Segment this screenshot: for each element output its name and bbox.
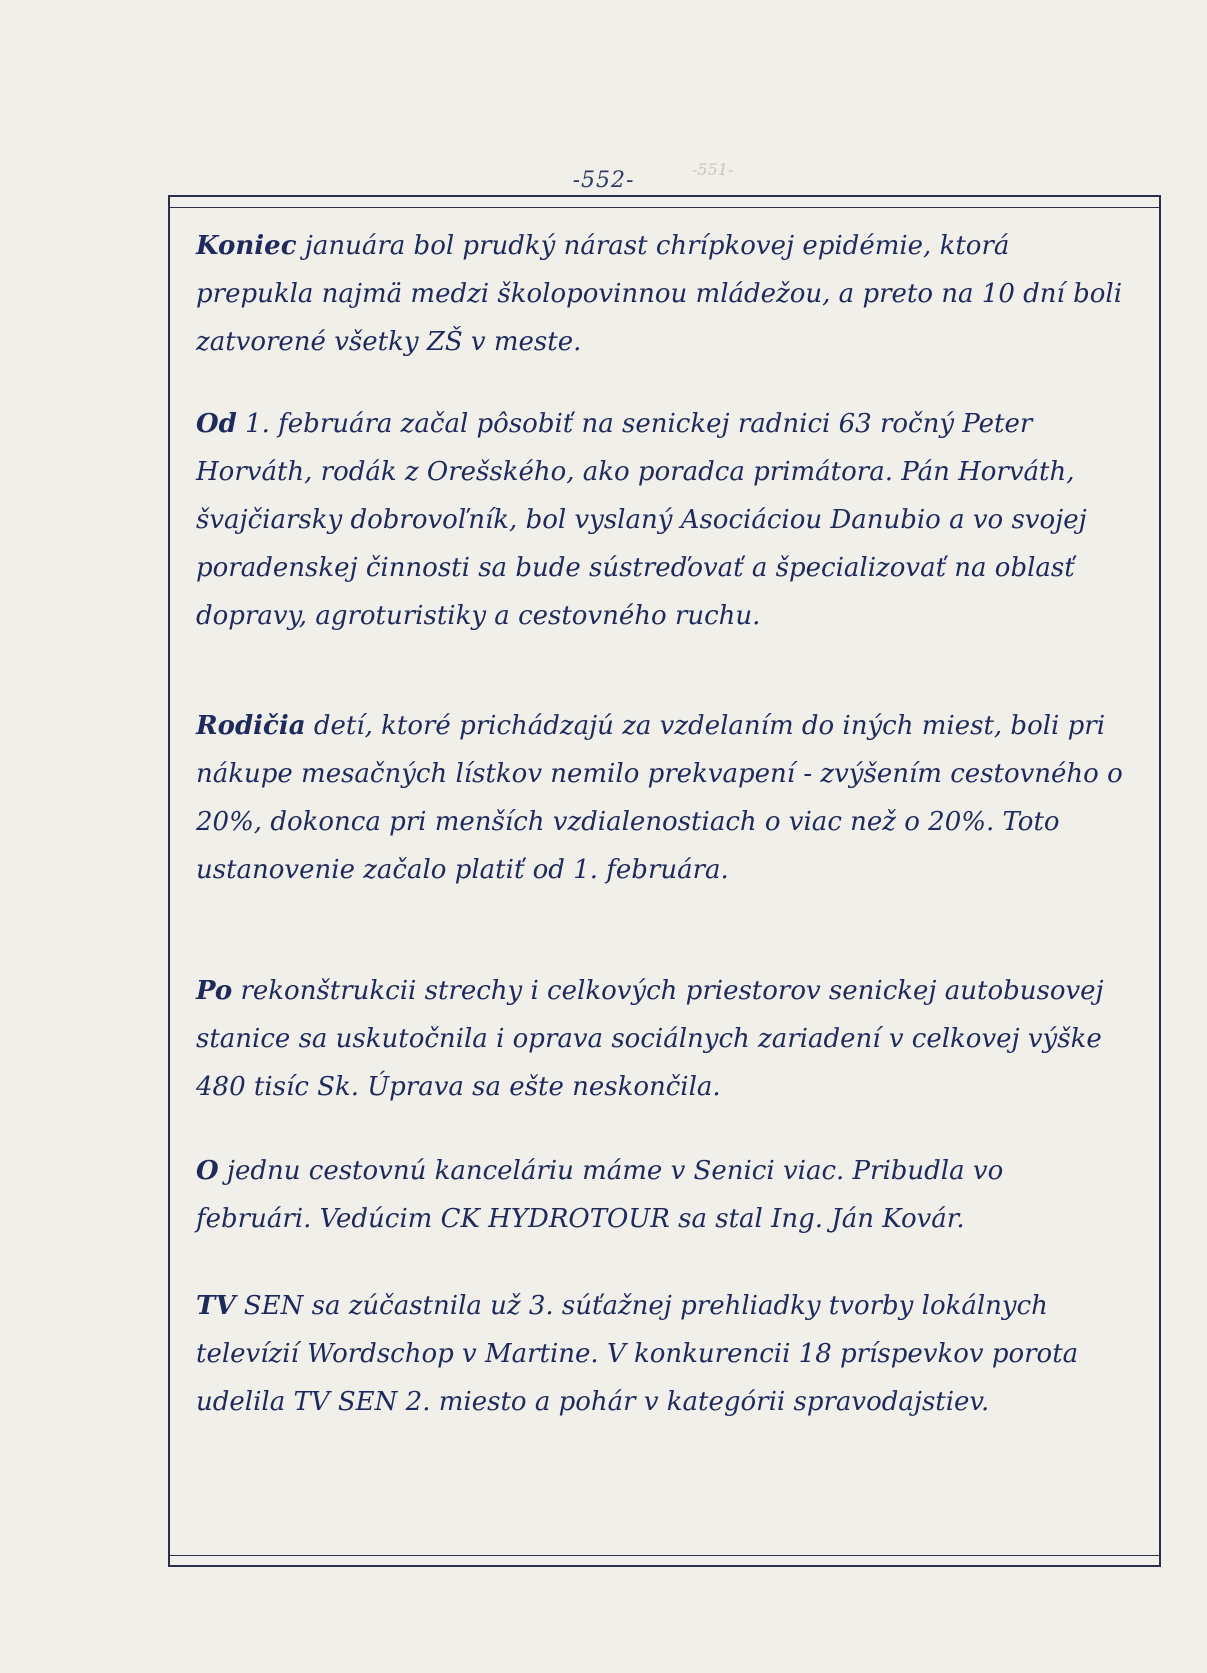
frame-bottom-rule: [170, 1555, 1159, 1556]
paragraph-lead: TV: [196, 1291, 236, 1321]
paragraph-lead: Od: [196, 409, 237, 439]
paragraph-body: 1. februára začal pôsobiť na senickej radnici 63 ročný Peter Horváth, rodák z Orešského, ako poradca primátora. Pán Horváth, švajčiarsky dobrovoľník, bol vyslaný Asociáciou Danubio a vo svojej poradenskej činnosti sa bude sústreďovať a špecializovať na oblasť dopravy, agroturistiky a cestovného ruchu.: [196, 409, 1087, 631]
paragraph-bus-station: [196, 967, 1126, 1111]
paragraph-lead: Rodičia: [196, 711, 306, 741]
frame-top-rule: [170, 207, 1159, 208]
paragraph-tv-sen: [196, 1282, 1126, 1426]
paragraph-body: detí, ktoré prichádzajú za vzdelaním do iných miest, boli pri nákupe mesačných lístkov nemilo prekvapení - zvýšením cestovného o 20%, dokonca pri menších vzdialenostiach o viac než o 20%. Toto ustanovenie začalo platiť od 1. februára.: [196, 711, 1123, 885]
paragraph-body: jednu cestovnú kanceláriu máme v Senici viac. Pribudla vo februári. Vedúcim CK HYDROTOUR sa stal Ing. Ján Kovár.: [196, 1156, 1004, 1234]
bleed-through-page-number: -551-: [692, 160, 734, 179]
paragraph-lead: O: [196, 1156, 219, 1186]
paragraph-lead: Koniec: [196, 231, 297, 261]
paragraph-body: januára bol prudký nárast chrípkovej epidémie, ktorá prepukla najmä medzi školopovinnou mládežou, a preto na 10 dní boli zatvorené všetky ZŠ v meste.: [196, 231, 1123, 357]
paragraph-mayor-advisor: [196, 400, 1126, 640]
paragraph-body: SEN sa zúčastnila už 3. súťažnej prehliadky tvorby lokálnych televízií Wordschop v Martine. V konkurencii 18 príspevkov porota udelila TV SEN 2. miesto a pohár v kategórii spravodajstiev.: [196, 1291, 1079, 1417]
paragraph-fare-increase: [196, 702, 1126, 894]
paragraph-travel-agency: [196, 1147, 1126, 1243]
page-number: -552-: [572, 168, 635, 193]
paragraph-lead: Po: [196, 976, 233, 1006]
paragraph-body: rekonštrukcii strechy i celkových priestorov senickej autobusovej stanice sa uskutočnila i oprava sociálnych zariadení v celkovej výške 480 tisíc Sk. Úprava sa ešte neskončila.: [196, 976, 1104, 1102]
paragraph-flu-epidemic: [196, 222, 1126, 366]
